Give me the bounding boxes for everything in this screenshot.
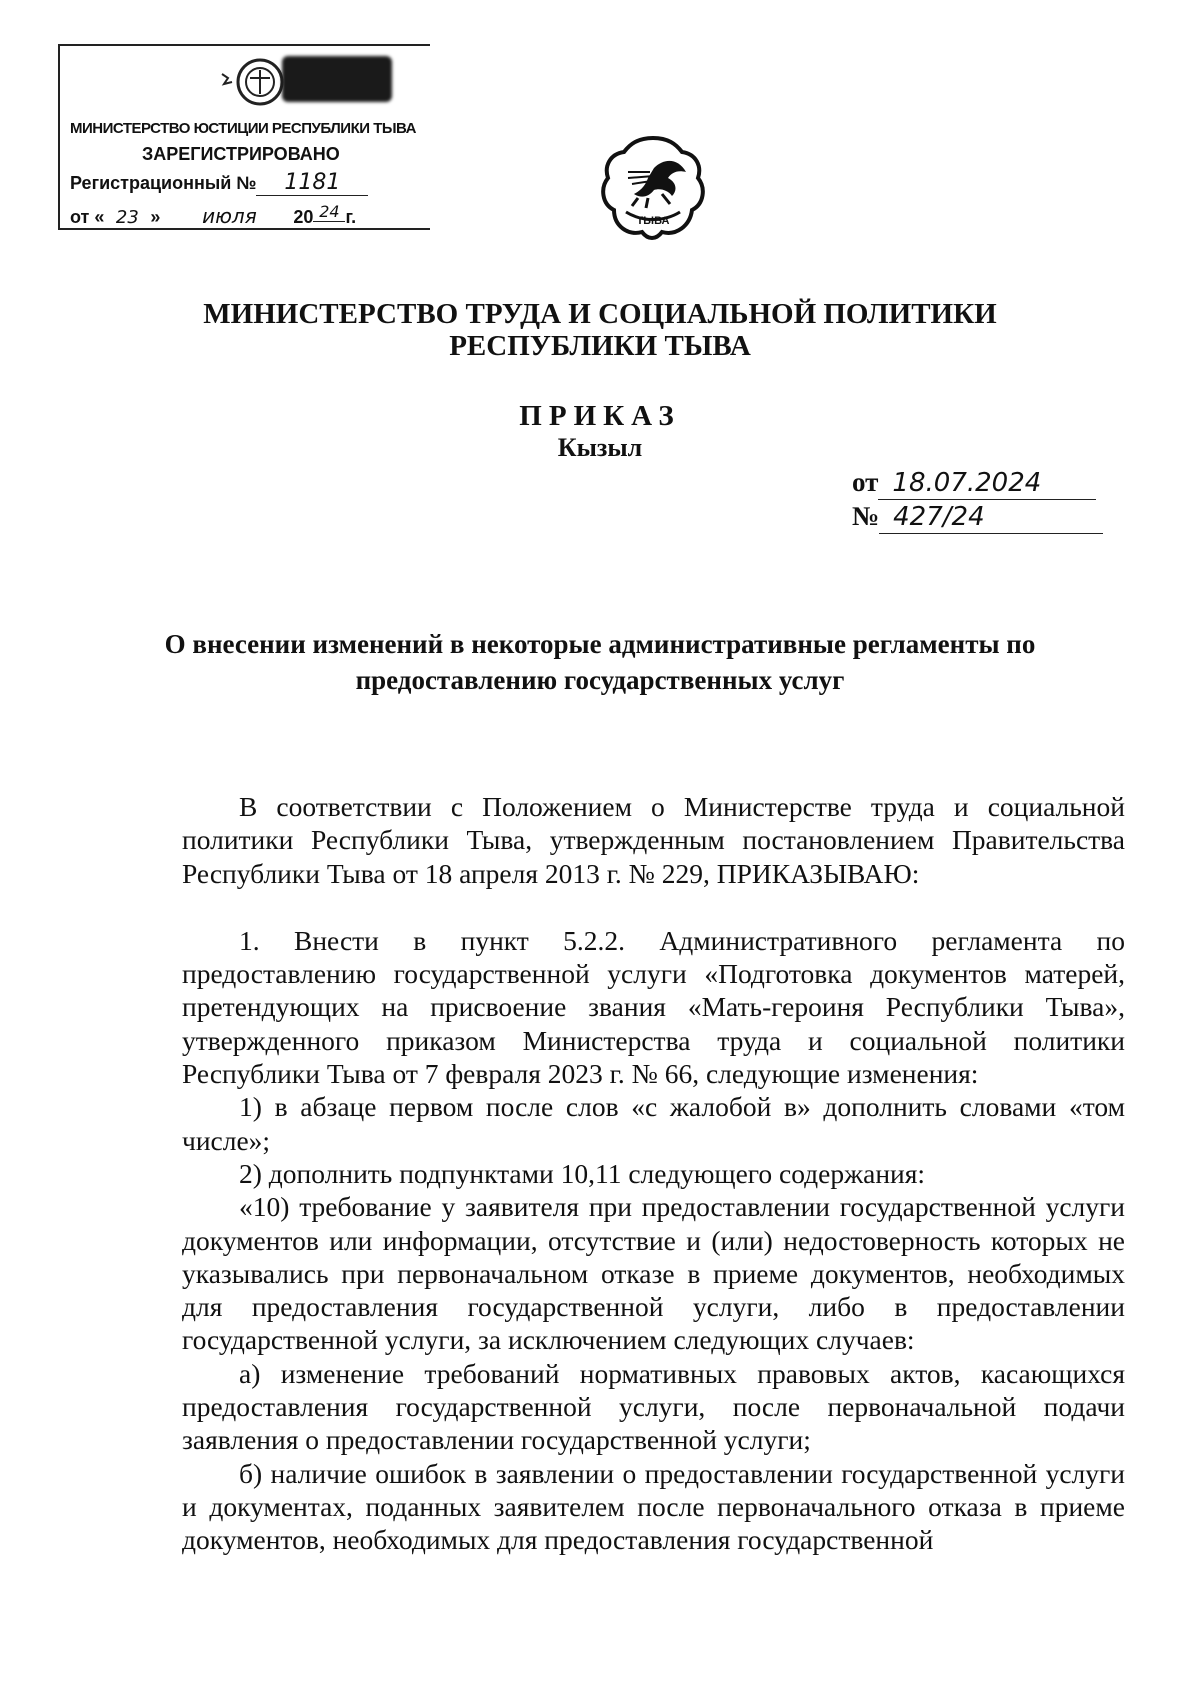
order-body: [182, 790, 1125, 1557]
order-number-row: [852, 500, 1103, 534]
paragraph-gap: [182, 890, 1125, 924]
stamp-date-day: 23: [104, 207, 150, 229]
tuva-coat-of-arms-icon: [598, 132, 708, 244]
subitem-2-paragraph: 2) дополнить подпунктами 10,11 следующего содержания:: [239, 1157, 926, 1189]
stamp-status: ЗАРЕГИСТРИРОВАНО: [142, 144, 340, 164]
subject-line-2: предоставлению государственных услуг: [355, 665, 845, 695]
stamp-date-suffix: г.: [345, 207, 357, 227]
ministry-heading: [0, 298, 1200, 362]
stamp-ink-blot: [282, 56, 392, 102]
registration-stamp: [58, 44, 430, 230]
stamp-date-month: июля: [165, 204, 293, 229]
order-subject: [0, 626, 1200, 698]
crest-label: ТЫВА: [636, 215, 670, 227]
stamp-reg-label: Регистрационный №: [70, 173, 257, 193]
stamp-date-year-suffix: 24: [313, 202, 345, 222]
ministry-line-2: РЕСПУБЛИКИ ТЫВА: [449, 330, 751, 362]
document-type: ПРИКАЗ: [519, 400, 681, 432]
order-number-value: 427/24: [879, 501, 1103, 534]
document-city: Кызыл: [557, 433, 643, 462]
stamp-date-row: [70, 202, 356, 229]
order-number-label: №: [852, 501, 880, 531]
stamp-date-year-prefix: 20: [293, 207, 314, 227]
ministry-line-1: МИНИСТЕРСТВО ТРУДА И СОЦИАЛЬНОЙ ПОЛИТИКИ: [203, 298, 997, 330]
stamp-registration-row: [70, 170, 368, 196]
order-metadata: [852, 466, 1103, 534]
order-date-row: [852, 466, 1103, 500]
subitem-1-paragraph: 1) в абзаце первом после слов «с жалобой в» дополнить словами «том числе»;: [182, 1091, 1125, 1156]
clause-10-paragraph: «10) требование у заявителя при предоставлении государственной услуги документов или информации, отсутствие и (или) недостоверность которых не указывались при первоначальном отказе в приеме документов, необходимых для предоставления государственной услуги, либо в предоставлении государственной услуги, за исключением следующих случаев:: [182, 1191, 1125, 1356]
clause-a-paragraph: а) изменение требований нормативных правовых актов, касающихся предоставления государственной услуги, после первоначальной подачи заявления о предоставлении государственной услуги;: [182, 1357, 1125, 1456]
clause-b-paragraph: б) наличие ошибок в заявлении о предоставлении государственной услуги и документах, поданных заявителем после первоначального отказа в приеме документов, необходимых для предоставления государственной: [182, 1457, 1125, 1556]
stamp-reg-number: 1181: [256, 170, 368, 196]
stamp-date-mid: »: [150, 207, 161, 227]
item-1-paragraph: 1. Внести в пункт 5.2.2. Административного регламента по предоставлению государственной услуги «Подготовка документов матерей, претендующих на присвоение звания «Мать-героиня Республики Тыва», утвержденного приказом Министерства труда и социальной политики Республики Тыва от 7 февраля 2023 г. № 66, следующие изменения:: [182, 924, 1125, 1090]
stamp-ministry-line: МИНИСТЕРСТВО ЮСТИЦИИ РЕСПУБЛИКИ ТЫВА: [70, 120, 416, 137]
stamp-date-prefix: от «: [70, 207, 105, 227]
subject-line-1: О внесении изменений в некоторые административные регламенты по: [164, 629, 1036, 659]
preamble-paragraph: В соответствии с Положением о Министерстве труда и социальной политики Республики Тыва, утвержденным постановлением Правительства Республики Тыва от 18 апреля 2013 г. № 229, ПРИКАЗЫВАЮ:: [182, 791, 1125, 889]
order-date-value: 18.07.2024: [878, 467, 1096, 500]
order-date-label: от: [852, 467, 879, 497]
